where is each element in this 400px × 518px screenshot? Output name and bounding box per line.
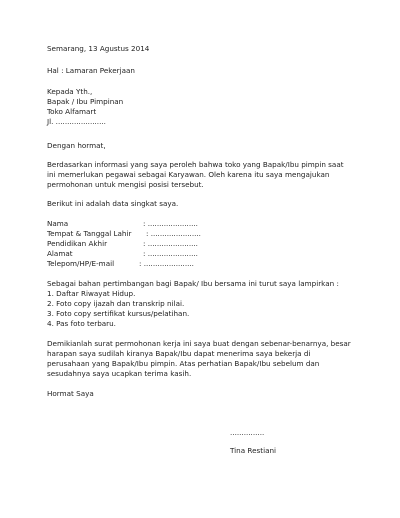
field-value: : ......................	[143, 219, 198, 228]
data-intro	[47, 199, 367, 209]
attachment-item: 3. Foto copy sertifikat kursus/pelatihan.	[47, 309, 190, 318]
field-row-nama	[47, 219, 367, 229]
field-row-alamat	[47, 249, 367, 259]
field-label: Tempat & Tanggal Lahir	[47, 229, 132, 238]
field-label: Nama	[47, 219, 69, 228]
field-row-telepon	[47, 259, 367, 269]
field-value: : ......................	[146, 229, 201, 238]
attachment-item: 1. Daftar Riwayat Hidup.	[47, 289, 136, 298]
recipient-line-3: Toko Alfamart	[47, 107, 97, 116]
closing-line-4: sesudahnya saya ucapkan terima kasih.	[47, 369, 192, 378]
attachments-intro: Sebagai bahan pertimbangan bagi Bapak/ Ibu bersama ini turut saya lampirkan :	[47, 279, 339, 288]
greeting	[47, 141, 367, 151]
recipient-block	[47, 87, 367, 127]
signature-placeholder	[230, 428, 264, 438]
intro-paragraph	[47, 160, 367, 190]
field-label: Alamat	[47, 249, 73, 258]
signature-dots: ...............	[230, 428, 265, 437]
field-row-pendidikan-akhir	[47, 239, 367, 249]
attachments-section	[47, 279, 367, 329]
greeting-text: Dengan hormat,	[47, 141, 106, 150]
closing-line-2: harapan saya sudilah kiranya Bapak/Ibu dapat menerima saya bekerja di	[47, 349, 311, 358]
signatory-text: Tina Restiani	[230, 446, 277, 455]
recipient-line-4: Jl. ......................	[47, 117, 106, 126]
field-row-tempat-tanggal-lahir	[47, 229, 367, 239]
date-text: Semarang, 13 Agustus 2014	[47, 44, 150, 53]
field-label: Pendidikan Akhir	[47, 239, 108, 248]
closing-line-1: Demikianlah surat permohonan kerja ini saya buat dengan sebenar-benarnya, besar	[47, 339, 351, 348]
attachment-item: 2. Foto copy ijazah dan transkrip nilai.	[47, 299, 185, 308]
field-value: : ......................	[143, 239, 198, 248]
date-line	[47, 44, 367, 54]
data-intro-text: Berikut ini adalah data singkat saya.	[47, 199, 179, 208]
valediction	[47, 389, 367, 399]
attachment-item: 4. Pas foto terbaru.	[47, 319, 116, 328]
intro-line-3: permohonan untuk mengisi posisi tersebut.	[47, 180, 204, 189]
subject-line	[47, 66, 367, 76]
signatory-name	[230, 446, 276, 456]
field-value: : ......................	[139, 259, 194, 268]
personal-data-fields	[47, 219, 367, 269]
intro-line-1: Berdasarkan informasi yang saya peroleh bahwa toko yang Bapak/Ibu pimpin saat	[47, 160, 344, 169]
field-value: : ......................	[143, 249, 198, 258]
recipient-line-1: Kepada Yth.,	[47, 87, 93, 96]
subject-text: Hal : Lamaran Pekerjaan	[47, 66, 135, 75]
recipient-line-2: Bapak / Ibu Pimpinan	[47, 97, 124, 106]
intro-line-2: ini memerlukan pegawai sebagai Karyawan. Oleh karena itu saya mengajukan	[47, 170, 330, 179]
valediction-text: Hormat Saya	[47, 389, 94, 398]
closing-line-3: perusahaan yang Bapak/Ibu pimpin. Atas perhatian Bapak/Ibu sebelum dan	[47, 359, 320, 368]
field-label: Telepom/HP/E-mail	[47, 259, 115, 268]
closing-paragraph	[47, 339, 367, 379]
